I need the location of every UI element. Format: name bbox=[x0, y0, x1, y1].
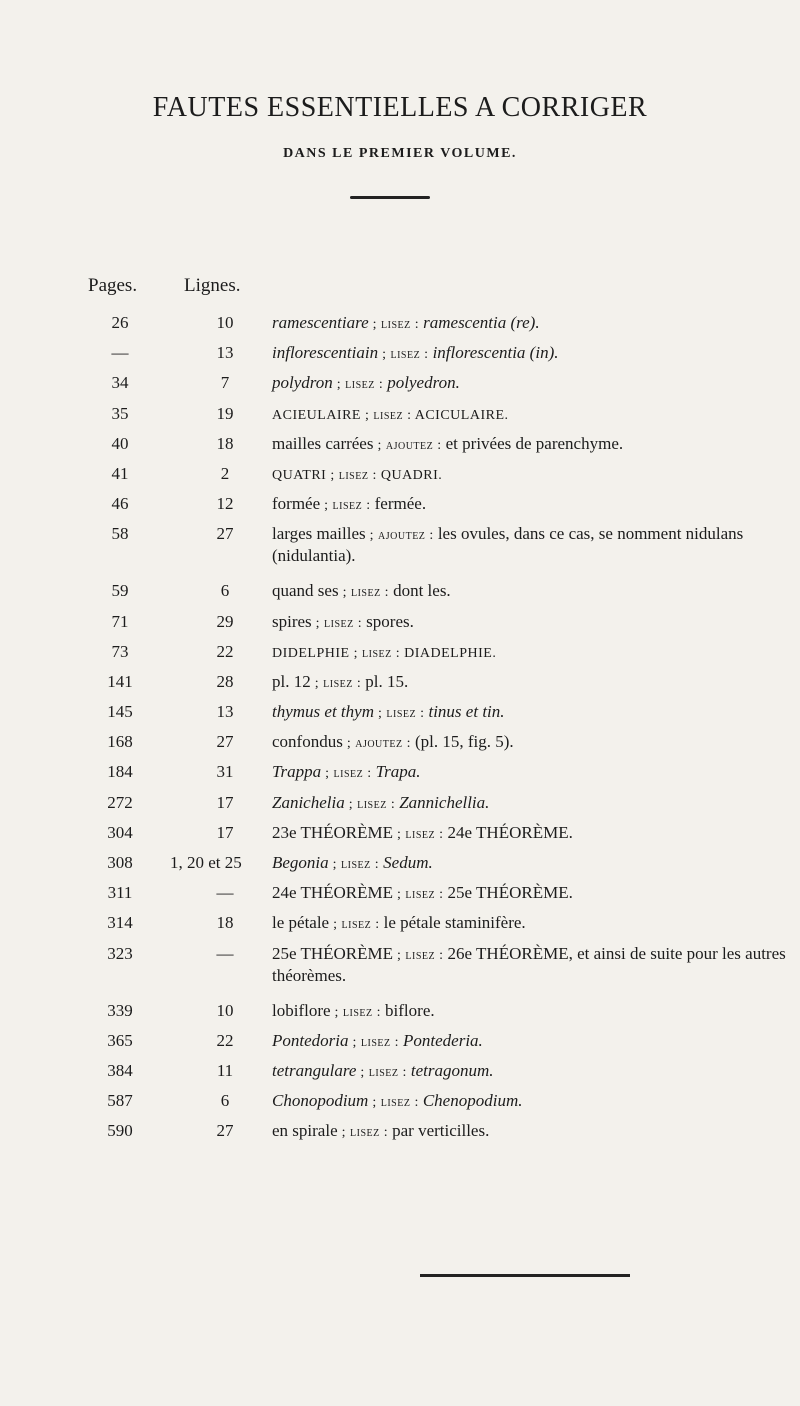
error-text: 24e THÉORÈME bbox=[272, 883, 394, 903]
column-header-pages: Pages. bbox=[88, 275, 138, 296]
error-text: DIDELPHIE bbox=[272, 645, 350, 661]
correction-text bbox=[272, 1031, 792, 1053]
error-text: ramescentiare bbox=[272, 313, 369, 332]
line-number: 6 bbox=[220, 581, 230, 601]
error-text: 23e THÉORÈME bbox=[272, 822, 394, 842]
instruction-word: ; lisez : bbox=[393, 947, 448, 963]
page-number: 34 bbox=[111, 373, 129, 393]
ornament-rule bbox=[350, 196, 430, 199]
page-number: 73 bbox=[111, 641, 129, 661]
instruction-word: ; lisez : bbox=[356, 1064, 411, 1080]
instruction-word: ; lisez : bbox=[393, 826, 448, 842]
fix-text: spores. bbox=[366, 611, 414, 631]
fix-text: fermée. bbox=[374, 494, 427, 514]
page-number: — bbox=[111, 343, 129, 363]
line-number: 12 bbox=[216, 494, 234, 514]
correction-text bbox=[272, 732, 792, 754]
correction-text bbox=[272, 642, 792, 664]
table-row bbox=[0, 464, 800, 494]
fix-text: pl. 15. bbox=[365, 671, 409, 691]
fix-text: ACICULAIRE. bbox=[414, 407, 509, 423]
line-number: 27 bbox=[216, 732, 234, 752]
table-row bbox=[0, 883, 800, 913]
error-text: Pontedoria bbox=[272, 1030, 349, 1050]
instruction-word: ; ajoutez : bbox=[365, 528, 438, 544]
error-text: le pétale bbox=[272, 913, 330, 933]
error-text: pl. 12 bbox=[272, 671, 311, 691]
fix-text: biflore. bbox=[385, 1000, 435, 1020]
instruction-word: ; lisez : bbox=[344, 796, 400, 812]
error-text: QUATRI bbox=[272, 467, 327, 483]
correction-text bbox=[272, 581, 792, 603]
line-number: 27 bbox=[216, 524, 234, 544]
page-number: 71 bbox=[111, 611, 129, 631]
fix-text: Chenopodium. bbox=[422, 1091, 523, 1111]
error-text: thymus et thym bbox=[272, 702, 374, 722]
line-number: 31 bbox=[216, 762, 234, 782]
correction-text bbox=[272, 1001, 792, 1023]
line-number: 18 bbox=[216, 433, 234, 453]
line-number: 10 bbox=[216, 1000, 234, 1020]
correction-text bbox=[272, 434, 792, 456]
fix-text: le pétale staminifère. bbox=[383, 913, 526, 933]
page-number: 184 bbox=[107, 762, 133, 782]
table-row bbox=[0, 732, 800, 762]
page-number: 365 bbox=[107, 1030, 133, 1050]
correction-text bbox=[272, 913, 792, 935]
correction-text bbox=[272, 672, 792, 694]
instruction-word: ; lisez : bbox=[328, 857, 384, 872]
line-number: 11 bbox=[216, 1060, 234, 1080]
error-text: mailles carrées bbox=[272, 433, 374, 453]
correction-text bbox=[272, 404, 792, 426]
fix-text: 26e THÉORÈME, et ainsi de suite pour les autres théorèmes. bbox=[272, 943, 786, 985]
page-number: 141 bbox=[107, 671, 133, 691]
table-row bbox=[0, 642, 800, 672]
page-number: 26 bbox=[111, 313, 129, 332]
table-row bbox=[0, 343, 800, 373]
error-text: inflorescentiain bbox=[272, 343, 379, 363]
page-number: 314 bbox=[107, 913, 133, 933]
instruction-word: ; lisez : bbox=[326, 467, 381, 483]
page-number: 311 bbox=[107, 883, 133, 903]
fix-text: DIADELPHIE. bbox=[404, 645, 497, 661]
table-row bbox=[0, 913, 800, 943]
page-title: FAUTES ESSENTIELLES A CORRIGER bbox=[152, 92, 648, 123]
instruction-word: ; lisez : bbox=[373, 706, 429, 722]
closing-rule bbox=[420, 1274, 630, 1277]
page-number: 59 bbox=[111, 581, 129, 601]
line-number: 22 bbox=[216, 1030, 234, 1050]
table-row bbox=[0, 1121, 800, 1151]
instruction-word: ; lisez : bbox=[338, 585, 394, 601]
correction-text bbox=[272, 313, 792, 335]
error-text: larges mailles bbox=[272, 524, 366, 544]
error-text: formée bbox=[272, 494, 321, 514]
page-subtitle: DANS LE PREMIER VOLUME. bbox=[283, 146, 517, 161]
fix-text: Trapa. bbox=[375, 762, 421, 782]
instruction-word: ; lisez : bbox=[332, 377, 388, 393]
page-number: 58 bbox=[111, 524, 129, 544]
fix-text: (pl. 15, fig. 5). bbox=[415, 732, 514, 752]
fix-text: inflorescentia (in). bbox=[432, 343, 559, 363]
fix-text: tinus et tin. bbox=[428, 702, 505, 722]
line-number: 13 bbox=[216, 343, 234, 363]
instruction-word: ; lisez : bbox=[310, 675, 366, 691]
instruction-word: ; lisez : bbox=[361, 407, 415, 423]
error-text: en spirale bbox=[272, 1121, 338, 1141]
page-number: 323 bbox=[107, 943, 133, 963]
page-number: 272 bbox=[107, 792, 133, 812]
table-row bbox=[0, 853, 800, 883]
table-row bbox=[0, 762, 800, 792]
line-number: 29 bbox=[216, 611, 234, 631]
table-row bbox=[0, 793, 800, 823]
line-number: 28 bbox=[216, 671, 234, 691]
errata-list bbox=[0, 313, 800, 1152]
fix-text: tetragonum. bbox=[410, 1060, 494, 1080]
line-number: 18 bbox=[216, 913, 234, 933]
line-number: 1, 20 et 25 bbox=[170, 853, 242, 872]
error-text: Zanichelia bbox=[272, 792, 345, 812]
correction-text bbox=[272, 883, 792, 905]
table-row bbox=[0, 612, 800, 642]
fix-text: polyedron. bbox=[387, 373, 460, 393]
fix-text: Pontederia. bbox=[403, 1030, 483, 1050]
correction-text bbox=[272, 793, 792, 815]
instruction-word: ; lisez : bbox=[337, 1125, 393, 1141]
line-number: 22 bbox=[216, 641, 234, 661]
correction-text bbox=[272, 823, 792, 845]
error-text: lobiflore bbox=[272, 1000, 331, 1020]
page-number: 308 bbox=[107, 853, 133, 872]
correction-text bbox=[272, 494, 792, 516]
correction-text bbox=[272, 1091, 792, 1113]
error-text: Trappa bbox=[272, 762, 322, 782]
fix-text: et privées de parenchyme. bbox=[445, 433, 624, 453]
table-row bbox=[0, 1031, 800, 1061]
fix-text: par verticilles. bbox=[392, 1121, 490, 1141]
page-number: 35 bbox=[111, 403, 129, 423]
fix-text: dont les. bbox=[393, 581, 451, 601]
table-row bbox=[0, 702, 800, 732]
error-text: ACIEULAIRE bbox=[272, 407, 361, 423]
instruction-word: ; lisez : bbox=[320, 498, 375, 514]
page-number: 145 bbox=[107, 702, 133, 722]
table-row bbox=[0, 524, 800, 581]
fix-text: 25e THÉORÈME. bbox=[447, 883, 573, 903]
instruction-word: ; lisez : bbox=[311, 615, 367, 631]
table-row bbox=[0, 313, 800, 343]
table-row bbox=[0, 1061, 800, 1091]
error-text: Begonia bbox=[272, 853, 329, 872]
table-row bbox=[0, 1091, 800, 1121]
instruction-word: ; lisez : bbox=[330, 1004, 386, 1020]
instruction-word: ; lisez : bbox=[393, 887, 448, 903]
page-number: 304 bbox=[107, 822, 133, 842]
line-number: 27 bbox=[216, 1121, 234, 1141]
correction-text bbox=[272, 1121, 792, 1143]
table-row bbox=[0, 494, 800, 524]
page-number: 384 bbox=[107, 1060, 133, 1080]
fix-text: les ovules, dans ce cas, se nomment nidulans (nidulantia). bbox=[272, 524, 744, 566]
line-number: 17 bbox=[216, 792, 234, 812]
fix-text: Sedum. bbox=[383, 853, 433, 872]
error-text: polydron bbox=[272, 373, 333, 393]
instruction-word: ; lisez : bbox=[349, 645, 405, 661]
correction-text bbox=[272, 464, 792, 486]
correction-text bbox=[272, 524, 792, 566]
line-number: 19 bbox=[216, 403, 234, 423]
line-number: 10 bbox=[216, 313, 234, 332]
line-number: 6 bbox=[220, 1091, 230, 1111]
table-row bbox=[0, 434, 800, 464]
instruction-word: ; lisez : bbox=[368, 317, 424, 332]
table-row bbox=[0, 404, 800, 434]
error-text: 25e THÉORÈME bbox=[272, 943, 394, 963]
correction-text bbox=[272, 702, 792, 724]
error-text: tetrangulare bbox=[272, 1060, 357, 1080]
correction-text bbox=[272, 612, 792, 634]
instruction-word: ; lisez : bbox=[329, 917, 384, 933]
table-row bbox=[0, 1001, 800, 1031]
line-number: 13 bbox=[216, 702, 234, 722]
error-text: spires bbox=[272, 611, 312, 631]
correction-text bbox=[272, 1061, 792, 1083]
line-number: — bbox=[216, 943, 234, 963]
fix-text: Zannichellia. bbox=[399, 792, 490, 812]
page-number: 40 bbox=[111, 433, 129, 453]
fix-text: 24e THÉORÈME. bbox=[447, 822, 573, 842]
correction-text bbox=[272, 762, 792, 784]
column-header-lignes: Lignes. bbox=[184, 275, 241, 296]
instruction-word: ; ajoutez : bbox=[373, 437, 446, 453]
page-number: 339 bbox=[107, 1000, 133, 1020]
correction-text bbox=[272, 343, 792, 365]
line-number: — bbox=[216, 883, 234, 903]
page-number: 46 bbox=[111, 494, 129, 514]
table-row bbox=[0, 944, 800, 1001]
page-number: 168 bbox=[107, 732, 133, 752]
correction-text bbox=[272, 853, 792, 875]
line-number: 17 bbox=[216, 822, 234, 842]
instruction-word: ; lisez : bbox=[368, 1095, 423, 1111]
page-number: 41 bbox=[111, 463, 129, 483]
fix-text: QUADRI. bbox=[380, 467, 443, 483]
instruction-word: ; ajoutez : bbox=[342, 736, 415, 752]
page-number: 590 bbox=[107, 1121, 133, 1141]
page-number: 587 bbox=[107, 1091, 133, 1111]
instruction-word: ; lisez : bbox=[321, 766, 376, 782]
error-text: quand ses bbox=[272, 581, 339, 601]
fix-text: ramescentia (re). bbox=[423, 313, 540, 332]
table-row bbox=[0, 823, 800, 853]
table-row bbox=[0, 672, 800, 702]
instruction-word: ; lisez : bbox=[348, 1034, 403, 1050]
error-text: Chonopodium bbox=[272, 1091, 369, 1111]
line-number: 2 bbox=[220, 463, 230, 483]
error-text: confondus bbox=[272, 732, 343, 752]
instruction-word: ; lisez : bbox=[378, 347, 433, 363]
line-number: 7 bbox=[220, 373, 230, 393]
table-row bbox=[0, 373, 800, 403]
table-row bbox=[0, 581, 800, 611]
correction-text bbox=[272, 373, 792, 395]
correction-text bbox=[272, 944, 792, 986]
